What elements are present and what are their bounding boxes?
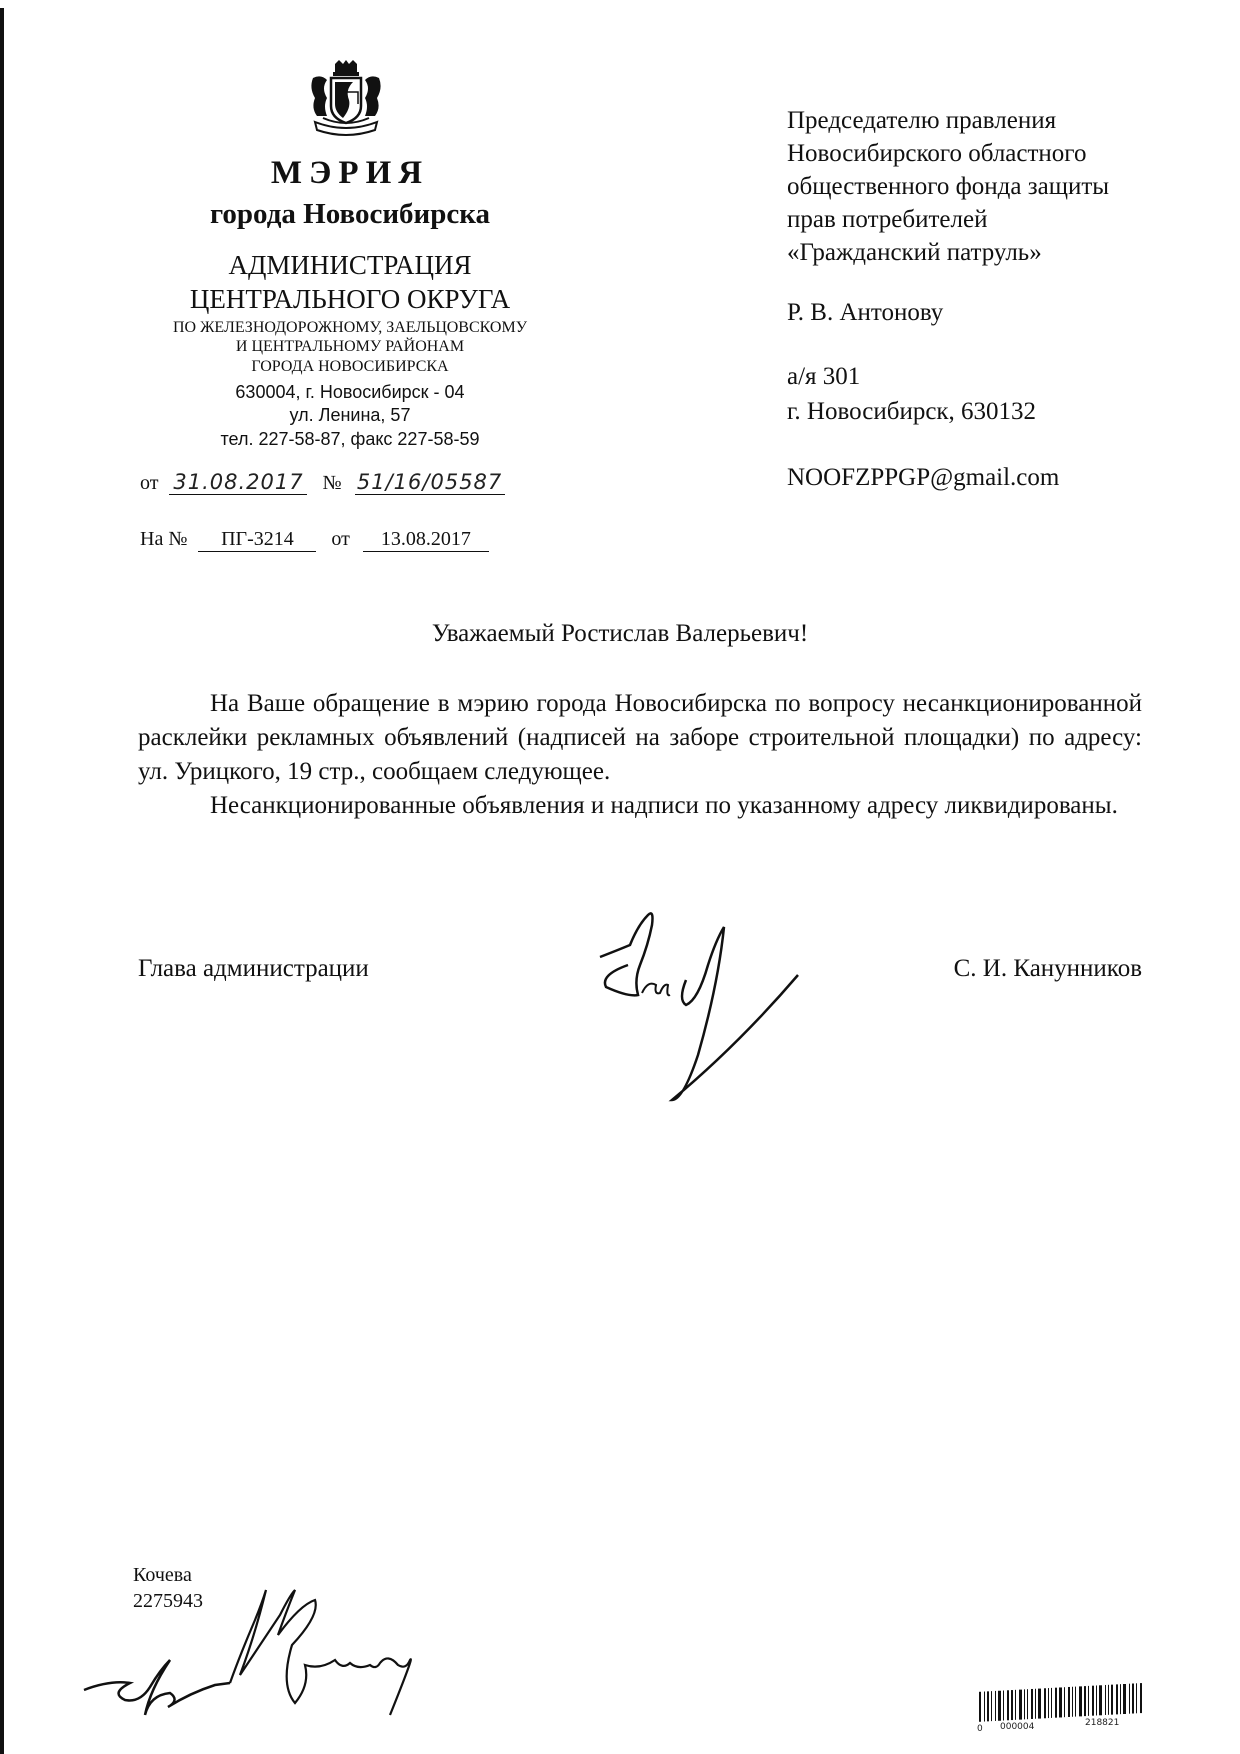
recipient-line: «Гражданский патруль» (787, 239, 1042, 266)
barcode-bar (1015, 1690, 1016, 1720)
barcode-bar (1024, 1689, 1025, 1719)
barcode-bar (1105, 1685, 1106, 1715)
reply-to-number: ПГ-3214 (198, 528, 316, 552)
reply-to-label: На № (140, 528, 188, 550)
recipient-email: NOOFZPPGP@gmail.com (787, 464, 1060, 491)
barcode-bar (987, 1691, 989, 1721)
barcode-bar (1051, 1688, 1052, 1718)
incoming-reference (140, 528, 489, 552)
signer-position: Глава администрации (138, 955, 369, 982)
barcode-bar (1108, 1685, 1109, 1715)
barcode-bar (1027, 1689, 1028, 1719)
districts-line: ПО ЖЕЛЕЗНОДОРОЖНОМУ, ЗАЕЛЬЦОВСКОМУ (172, 319, 528, 336)
paragraph: На Ваше обращение в мэрию города Новосибирска по вопросу несанкционированной расклейки рекламных объявлений (надписей на заборе строительной площадки) по адресу: ул. Урицкого, 19 стр., сообщаем следующее. (138, 690, 1142, 785)
barcode-bar (1035, 1689, 1036, 1719)
barcode-bar (1129, 1684, 1130, 1714)
districts-line: ГОРОДА НОВОСИБИРСКА (251, 358, 449, 375)
barcode-digits-middle: 000004 (1000, 1722, 1035, 1732)
barcode-bar (1075, 1687, 1076, 1717)
barcode-bar (1140, 1683, 1142, 1713)
barcode-bar (1132, 1684, 1134, 1714)
barcode-bar (1019, 1690, 1022, 1720)
mayor-office-title: МЭРИЯ (270, 155, 430, 191)
barcode-bar (995, 1691, 996, 1721)
city-title: города Новосибирска (209, 198, 491, 230)
reply-from-label: от (331, 528, 350, 550)
barcode-bar (991, 1691, 992, 1721)
greeting: Уважаемый Ростислав Валерьевич! (431, 620, 809, 647)
sender-address: 630004, г. Новосибирск - 04 (235, 382, 465, 402)
barcode-digits-left: 0 (977, 1724, 983, 1734)
barcode-bar (1031, 1689, 1033, 1719)
recipient-po-box: а/я 301 (787, 363, 861, 390)
barcode-bar (1064, 1687, 1065, 1717)
barcode-bar (1003, 1690, 1004, 1720)
barcode-bar (1116, 1684, 1118, 1714)
sender-street: ул. Ленина, 57 (289, 405, 411, 425)
barcode-bar (1092, 1686, 1094, 1716)
barcode-bar (1059, 1687, 1062, 1717)
barcode-bar (1099, 1685, 1102, 1715)
executor-name: Кочева (133, 1564, 192, 1586)
barcode-bar (1111, 1685, 1113, 1715)
barcode-bar (1048, 1688, 1049, 1718)
recipient-city: г. Новосибирск, 630132 (787, 398, 1037, 425)
barcode-bar (1044, 1688, 1046, 1718)
districts-line: И ЦЕНТРАЛЬНОМУ РАЙОНАМ (235, 338, 465, 355)
from-label: от (140, 472, 159, 494)
barcode-bar (1068, 1687, 1070, 1717)
recipient-line: общественного фонда защиты (787, 173, 1110, 200)
barcode-bar (1096, 1685, 1097, 1715)
barcode-bar (1084, 1686, 1086, 1716)
barcode-bar (979, 1692, 981, 1722)
barcode-bar (1011, 1690, 1013, 1720)
executor-signature (80, 1575, 440, 1725)
outgoing-date: 31.08.2017 (169, 470, 307, 495)
recipient-name: Р. В. Антонову (787, 299, 944, 326)
barcode-bar (984, 1692, 985, 1722)
barcode-digits-right: 218821 (1085, 1718, 1120, 1728)
barcode-bar (1007, 1690, 1009, 1720)
signer-name: С. И. Канунников (953, 955, 1142, 982)
barcode-bar (1079, 1686, 1082, 1716)
barcode-bar (1055, 1688, 1057, 1718)
outgoing-registration (140, 470, 505, 495)
barcode-bar (1136, 1683, 1137, 1713)
reply-to-date: 13.08.2017 (363, 528, 489, 552)
coat-of-arms-icon (305, 60, 387, 142)
handwritten-signature (598, 905, 803, 1105)
recipient-block (787, 104, 1109, 269)
district-title: ЦЕНТРАЛЬНОГО ОКРУГА (189, 284, 511, 314)
recipient-line: Новосибирского областного (787, 140, 1087, 167)
administration-title: АДМИНИСТРАЦИЯ (228, 250, 472, 280)
barcode-bar (1123, 1684, 1126, 1714)
barcode-bar (1072, 1687, 1073, 1717)
barcode-bar (1088, 1686, 1089, 1716)
paragraph: Несанкционированные объявления и надписи по указанному адресу ликвидированы. (210, 792, 1118, 819)
barcode-bar (1038, 1689, 1041, 1719)
letter-body (138, 687, 1142, 823)
barcode-bar (998, 1691, 1001, 1721)
recipient-line: Председателю правления (787, 107, 1057, 134)
scan-edge-line (0, 8, 4, 1754)
executor-phone: 2275943 (133, 1590, 203, 1612)
sender-contacts: тел. 227-58-87, факс 227-58-59 (220, 429, 480, 449)
outgoing-number: 51/16/05587 (355, 470, 505, 495)
number-label: № (322, 472, 342, 494)
recipient-line: прав потребителей (787, 206, 988, 233)
barcode-bar (1120, 1684, 1121, 1714)
